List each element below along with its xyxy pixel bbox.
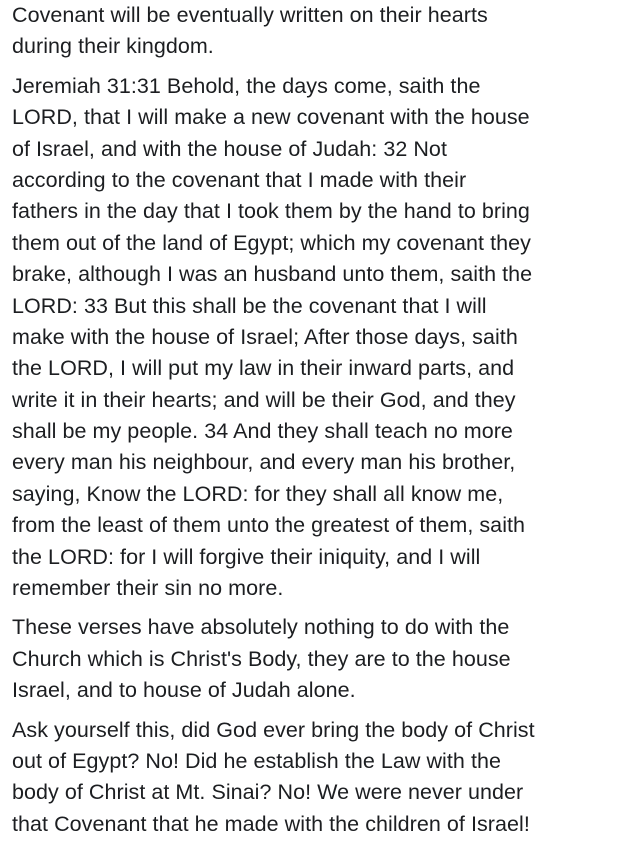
text-line: brake, although I was an husband unto them, saith the — [12, 262, 533, 287]
text-line: every man his neighbour, and every man his brother, — [12, 450, 516, 475]
text-line: make with the house of Israel; After those days, saith — [12, 324, 518, 349]
text-line: These verses have absolutely nothing to do with the — [12, 615, 510, 640]
paragraph-church-note — [12, 612, 638, 706]
text-line: of Israel, and with the house of Judah: 32 Not — [12, 136, 447, 161]
paragraph-intro — [12, 0, 638, 63]
text-line: write it in their hearts; and will be their God, and they — [12, 387, 516, 412]
text-line: Church which is Christ's Body, they are to the house — [12, 646, 511, 671]
text-line: from the least of them unto the greatest of them, saith — [12, 513, 526, 538]
text-line: body of Christ at Mt. Sinai? No! We were never under — [12, 780, 524, 805]
text-line: remember their sin no more. — [12, 576, 284, 601]
text-line: Covenant will be eventually written on their hearts — [12, 3, 488, 27]
text-line: according to the covenant that I made with their — [12, 167, 467, 192]
text-line: the LORD: for I will forgive their iniquity, and I will — [12, 544, 481, 569]
text-line: fathers in the day that I took them by the hand to bring — [12, 199, 530, 224]
post-body — [12, 0, 638, 840]
text-line: Israel, and to house of Judah alone. — [12, 678, 356, 703]
text-line: Ask yourself this, did God ever bring the body of Christ — [12, 717, 535, 742]
paragraph-question — [12, 715, 638, 841]
text-line: saying, Know the LORD: for they shall all know me, — [12, 481, 504, 506]
text-line: shall be my people. 34 And they shall teach no more — [12, 419, 513, 444]
text-line: out of Egypt? No! Did he establish the Law with the — [12, 748, 501, 773]
text-line: LORD: 33 But this shall be the covenant that I will — [12, 293, 487, 318]
text-line: that Covenant that he made with the children of Israel! — [12, 811, 530, 836]
text-line: them out of the land of Egypt; which my covenant they — [12, 230, 531, 255]
text-line: the LORD, I will put my law in their inward parts, and — [12, 356, 515, 381]
paragraph-jeremiah-quote — [12, 71, 638, 605]
text-line: LORD, that I will make a new covenant with the house — [12, 105, 530, 130]
text-line: during their kingdom. — [12, 34, 214, 59]
text-line: Jeremiah 31:31 Behold, the days come, saith the — [12, 73, 481, 98]
